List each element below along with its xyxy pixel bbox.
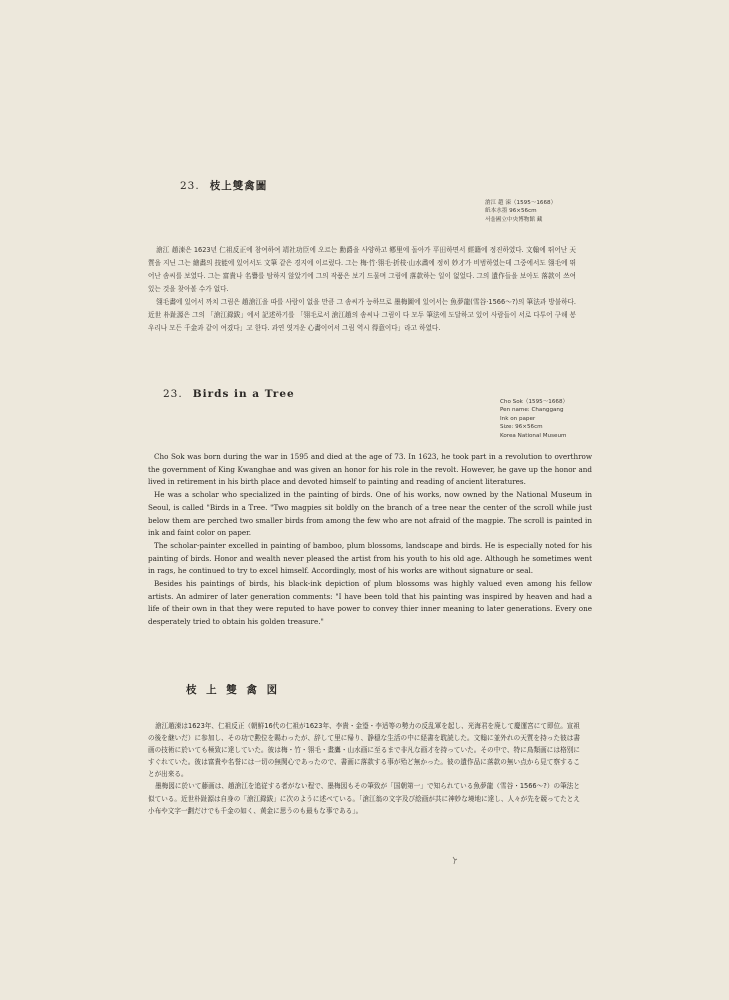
english-paragraph: The scholar-painter excelled in painting of bamboo, plum blossoms, landscape and birds. He is especially noted for his painting of birds. Honor and wealth never pleased the artist from his youth to his old age. Although he sometimes went in rags, he continued to try to excel himself. Accordingly, most of his works are without signature or seal.: [148, 540, 592, 576]
english-body-text: [148, 451, 592, 629]
english-paragraph: Besides his paintings of birds, his black-ink depiction of plum blossoms was highly valued even among his fellow artists. An admirer of later generation comments: "I have been told that his painting was inspired by heaven and had a life of their own in that they were reputed to have power to convey thier inner meaning to later generations. Every one desperately tried to obtain his golden treasure.": [148, 579, 592, 627]
english-artwork-meta: [500, 398, 568, 440]
korean-section-title: [180, 178, 267, 193]
japanese-body-text: [148, 720, 580, 817]
japanese-paragraph: 墨梅図に於いて藤画は、趙滄江を追従する者がない程で、墨梅図もその筆致が「国朝第一」で知られている魚夢龍（雪谷・1566～?）の筆法と似ている。近世朴趾源は自身の「滄江錄跋」に次のように述べている。「滄江翁の文字及び絵画が共に神妙な境地に達し、人々が先を競ってたとえ小布や文字一劃だけでも千金の如く、黄金に思うのも最もな事である」。: [148, 782, 580, 815]
english-title-text: Birds in a Tree: [192, 388, 295, 400]
korean-body-text: [148, 244, 576, 335]
english-meta-artist: Cho Sok（1595～1668）: [500, 399, 569, 405]
english-paragraph: He was a scholar who specialized in the painting of birds. One of his works, now owned by the National Museum in Seoul, is called "Birds in a Tree. "Two magpies sit boldly on the branch of a tree near the center of the scroll while just below them are perched two smaller birds from among the few who are not afraid of the magpie. The scroll is painted in ink and faint color on paper.: [148, 490, 592, 538]
korean-meta-medium: 紙本水墨 96×56cm: [485, 208, 537, 215]
english-meta-size: Size: 96×56cm: [500, 424, 543, 431]
english-meta-medium: Ink on paper: [500, 415, 536, 422]
japanese-paragraph: 滄江趙涑は1623年、仁祖反正（朝鮮16代の仁祖が1623年、李貴・金瑬・李适等の勢力の反乱軍を起し、光海君を廃して慶運宮にて即位。宣祖の後を継いだ）に参加し、その功で勲位を賜わったが、辞して里に帰り、静穏な生活の中に経書を耽読した。文翰に並外れの天質を持った彼は書画の技術に於いても極致に達していた。彼は梅・竹・翎毛・畫鷹・山水画に至るまで非凡な画才を持っていた。その中で、特に鳥類画には格別にすぐれていた。彼は富貴や名誉には一切の無関心であったので、書画に落款する事が殆ど無かった。彼の遺作品に落款の無い点から見て察することが出来る。: [148, 722, 580, 779]
english-meta-collection: Korea National Museum: [500, 432, 567, 439]
korean-title-text: 枝上雙禽圖: [209, 180, 268, 192]
english-section-title: [163, 388, 295, 400]
english-meta-penname: Pen name: Changgang: [500, 407, 564, 414]
english-paragraph: Cho Sok was born during the war in 1595 and died at the age of 73. In 1623, he took part in a revolution to overthrow the government of King Kwanghae and was given an honor for his role in the revolt. However, he gave up the honor and lived in retirement in his birth place and devoted himself to painting and reading of ancient literatures.: [148, 452, 592, 487]
korean-artwork-meta: [485, 199, 556, 224]
english-section-number: 23.: [163, 388, 183, 400]
paper-speck: [452, 856, 458, 865]
korean-paragraph: 翎毛畵에 있어서 까치 그림은 趙滄江을 따를 사람이 없을 만큼 그 솜씨가 능하므로 墨梅圖에 있어서는 魚夢龍(雪谷·1566～?)의 筆法과 방불하다. 近世 朴趾源은 그의 「滄江錄跋」에서 記述하기를 「翎毛로서 滄江趙의 솜씨나 그림이 다 모두 筆法에 도달하고 있어 사람들이 서로 다투어 구해 봉우리나 모든 千金과 같이 여겼다」고 한다. 과연 엿겨운 心畵이어서 그림 역시 得意이다」라고 하였다.: [148, 298, 576, 332]
korean-meta-collection: 서울國立中央博物館 藏: [485, 216, 543, 223]
japanese-section-title: 枝 上 雙 禽 図: [186, 684, 281, 696]
korean-paragraph: 滄江 趙涑은 1623년 仁祖反正에 참여하여 靖社功臣에 오르는 勳爵을 사양하고 鄕里에 돌아가 平田하면서 經籍에 정진하였다. 文翰에 뛰어난 天質을 지닌 그는 繪畵의 技能에 있어서도 文筆 같은 경지에 이르렀다. 그는 梅·竹·翎毛·折枝·山水畵에 정히 妙才가 비범하였는데 그중에서도 翎毛에 뛰어난 솜씨를 보였다. 그는 富貴나 名譽를 탐하지 않았기에 그의 작품은 보기 드물며 그림에 落款하는 일이 없었다. 그의 遺作들을 보아도 落款이 쓰여 있는 것을 찾아볼 수가 없다.: [148, 246, 576, 293]
korean-section-number: 23.: [180, 180, 200, 192]
korean-meta-artist: 滄江 趙 涑（1595～1668）: [485, 200, 557, 206]
